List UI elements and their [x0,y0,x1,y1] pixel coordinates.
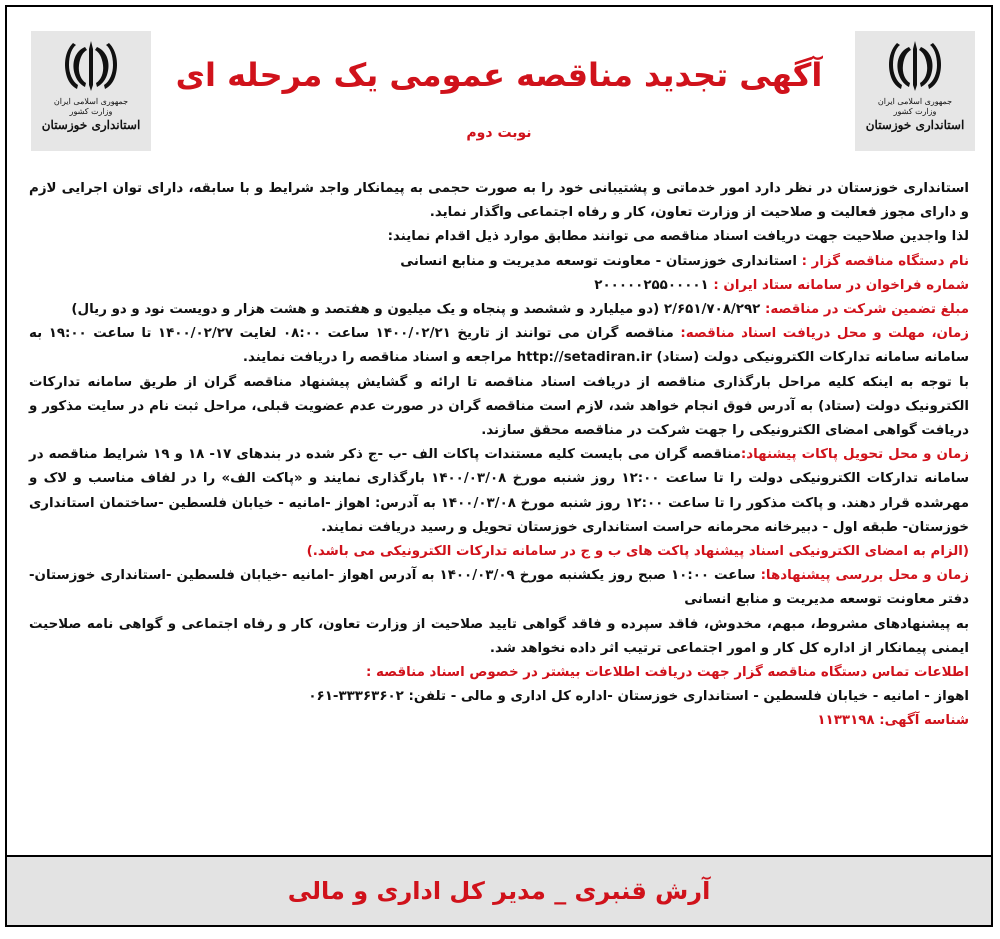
notice-header [7,7,991,172]
notice-subtitle: نوبت دوم [466,125,532,141]
footer-signature: آرش قنبری _ مدیر کل اداری و مالی [287,877,711,905]
rejection-note: به پیشنهادهای مشروط، مبهم، مخدوش، فاقد سپرده و فاقد گواهی تایید صلاحیت از وزارت تعاون، کار و رفاه اجتماعی و گواهی نامه صلاحیت ایمنی پیمانکار از اداره کل کار و امور اجتماعی ترتیب اثر داده نخواهد شد. [29,616,969,656]
signature-note: (الزام به امضای الکترونیکی اسناد پیشنهاد پاکت های ب و ج در سامانه تدارکات الکترونیکی می باشد.) [306,544,969,560]
electronic-note: با توجه به اینکه کلیه مراحل بارگذاری مناقصه از دریافت اسناد مناقصه تا ارائه و گشایش پیشنهاد مناقصه گران از طریق سامانه تدارکات الکترونیک دولت (ستاد) به آدرس فوق انجام خواهد شد، لازم است مناقصه گران در صورت عدم عضویت قبلی، مراحل ثبت نام در سایت مذکور و دریافت گواهی امضای الکترونیکی را جهت شرکت در مناقصه محقق سازند. [29,374,969,439]
logo-left [31,31,151,151]
guarantee-label: مبلغ تضمین شرکت در مناقصه: [760,302,969,318]
call-number-line [29,274,969,298]
ad-id-line [29,709,969,733]
documents-value-2: مراجعه و اسناد مناقصه را دریافت نمایند. [242,350,517,366]
call-number-label: شماره فراخوان در سامانه ستاد ایران : [708,277,969,293]
guarantee-line [29,298,969,322]
logo-line-3: استانداری خوزستان [865,118,965,132]
logo-line-2: وزارت کشور [893,107,937,116]
notice-footer [7,855,991,925]
documents-label: زمان، مهلت و محل دریافت اسناد مناقصه: [673,326,970,342]
logo-line-1: جمهوری اسلامی ایران [877,97,953,106]
delivery-value: مناقصه گران می بایست کلیه مستندات پاکات الف -ب -ج ذکر شده در بندهای ۱۷- ۱۸ و ۱۹ شرایط مناقصه در سامانه تدارکات الکترونیکی دولت را تا ساعت ۱۲:۰۰ روز شنبه مورخ ۱۴۰۰/۰۳/۰۸ بارگذاری نمایند و «پاکت الف» را در لفاف مناسب و لاک و مهرشده قرار دهند. و پاکت مذکور را تا ساعت ۱۲:۰۰ روز شنبه مورخ ۱۴۰۰/۰۳/۰۸ به آدرس: اهواز -امانیه - خیابان فلسطین -ساختمان استانداری خوزستان- طبقه اول - دبیرخانه محرمانه حراست استانداری خوزستان تحویل و رسید دریافت نمایند. [29,447,970,535]
logo-line-2: وزارت کشور [69,107,113,116]
ad-id-label: شناسه آگهی: [874,713,969,729]
iran-emblem-icon [61,35,121,97]
setadiran-link[interactable]: http://setadiran.ir [516,350,652,366]
delivery-paragraph [29,443,969,540]
delivery-label: زمان و محل تحویل پاکات پیشنهاد: [740,447,969,463]
opening-paragraph [29,564,969,612]
documents-value: مناقصه گران می توانند از تاریخ ۱۴۰۰/۰۲/۲۱ ساعت ۰۸:۰۰ لغایت ۱۴۰۰/۰۲/۲۷ تا ساعت ۱۹:۰۰ به سامانه سامانه تدارکات الکترونیکی دولت (ستاد) [29,326,969,366]
intro-paragraph: استانداری خوزستان در نظر دارد امور خدماتی و پشتیبانی خود را به صورت حجمی به پیمانکار واجد شرایط و با سابقه، دارای توان اجرایی لازم و دارای مجوز فعالیت و صلاحیت از وزارت تعاون، کار و رفاه اجتماعی واگذار نماید. [29,181,969,221]
iran-emblem-icon [885,35,945,97]
contact-label: اطلاعات تماس دستگاه مناقصه گزار جهت دریافت اطلاعات بیشتر در خصوص اسناد مناقصه : [366,665,969,681]
notice-title: آگهی تجدید مناقصه عمومی یک مرحله ای [175,56,823,94]
documents-paragraph [29,322,969,370]
organizer-label: نام دستگاه مناقصه گزار : [801,253,969,269]
notice-body [29,177,969,734]
intro-paragraph-2: لذا واجدین صلاحیت جهت دریافت اسناد مناقصه می توانند مطابق موارد ذیل اقدام نمایند: [387,229,969,245]
logo-line-3: استانداری خوزستان [41,118,141,132]
guarantee-value: ۲/۶۵۱/۷۰۸/۲۹۲ (دو میلیارد و ششصد و پنجاه و یک میلیون و هفتصد و هشت هزار و دویست نود و دو ریال) [71,302,761,318]
organizer-line [29,250,969,274]
opening-value: ساعت ۱۰:۰۰ صبح روز یکشنبه مورخ ۱۴۰۰/۰۳/۰۹ به آدرس اهواز -امانیه -خیابان فلسطین -استانداری خوزستان- دفتر معاونت توسعه مدیریت و منابع انسانی [29,568,969,608]
organizer-value: استانداری خوزستان - معاونت توسعه مدیریت و منابع انسانی [400,253,802,269]
logo-right [855,31,975,151]
call-number-value: ۲۰۰۰۰۰۲۵۵۰۰۰۰۱ [594,277,709,293]
opening-label: زمان و محل بررسی پیشنهادها: [755,568,969,584]
tender-notice [5,5,993,927]
ad-id-value: ۱۱۳۳۱۹۸ [817,713,875,729]
logo-line-1: جمهوری اسلامی ایران [53,97,129,106]
contact-value: اهواز - امانیه - خیابان فلسطین - استانداری خوزستان -اداره کل اداری و مالی - تلفن: ۳۳۳۶۳۶۰۲-۰۶۱ [308,689,969,705]
